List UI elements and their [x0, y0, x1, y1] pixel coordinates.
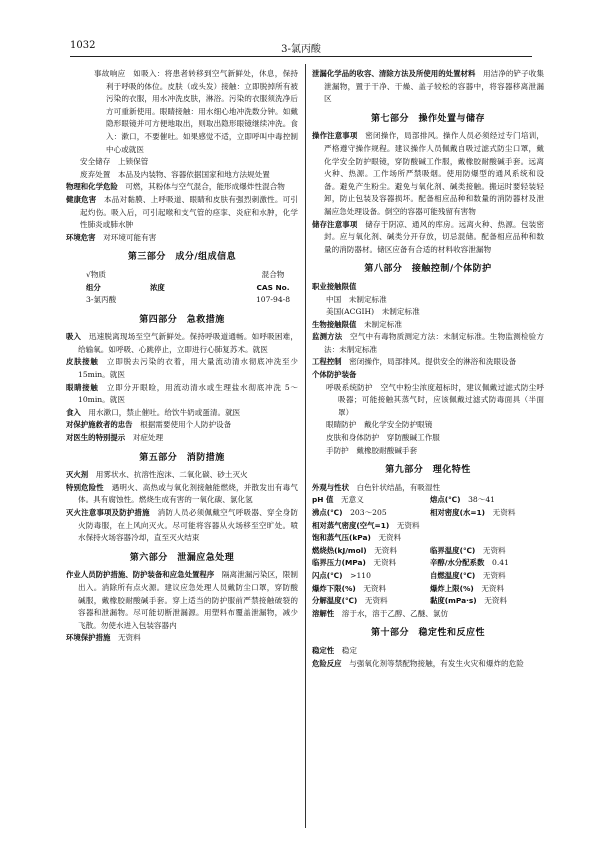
monitoring-method: 监测方法 空气中有毒物质测定方法：未制定标准。生物监测检验方法：未制定标准 [312, 332, 544, 354]
section-3-title: 第三部分 成分/组成信息 [127, 252, 237, 263]
hazardous-reactions: 危险反应 与强氧化剂等禁配物接触，有发生火灾和爆炸的危险 [312, 658, 524, 668]
stability: 稳定性 稳定 [312, 645, 357, 655]
property-row: 燃烧热(kJ/mol) 无资料 临界温度(℃) 无资料 [312, 545, 506, 555]
first-aid-inhalation: 吸入 迅速脱离现场至空气新鲜处。保持呼吸道通畅。如呼吸困难，给输氧。如呼吸、心跳停止，立即进行心肺复苏术。就医 [66, 332, 299, 354]
composition-row: 3-氯丙酸 107-94-8 [86, 295, 291, 305]
section-8-title: 第八部分 接触控制/个体防护 [364, 264, 492, 275]
ppe-respiratory: 呼吸系统防护 空气中粉尘浓度超标时，建议佩戴过滤式防尘呼吸器；可能接触其蒸气时，应该佩戴过滤式防毒面具（半面罩） [326, 382, 545, 417]
spill-personal-measures: 作业人员防护措施、防护装备和应急处置程序 隔离泄漏污染区，限制出入。消除所有点火源。建议应急处理人员戴防尘口罩，穿防酸碱服，戴橡胶耐酸碱手套。穿上适当的防护服前严禁接触破裂的容器和泄漏物。尽可能切断泄漏源。用塑料布覆盖泄漏物，减少飞散。勿使水进入包装容器内 [66, 570, 299, 630]
bio-limit: 生物接触限值 未制定标准 [312, 319, 402, 329]
page-number: 1032 [70, 40, 96, 51]
property-row: 相对蒸气密度(空气=1) 无资料 [312, 520, 420, 530]
fire-precautions: 灭火注意事项及防护措施 消防人员必须佩戴空气呼吸器、穿全身防火防毒服，在上风向灭火。尽可能将容器从火场移至空旷处。喷水保持火场容器冷却，直至灭火结束 [66, 508, 299, 543]
property-row: 临界压力(MPa) 无资料 辛醇/水分配系数 0.41 [312, 558, 509, 568]
oel-label: 职业接触限值 [312, 281, 357, 291]
section-4-title: 第四部分 急救措施 [139, 314, 225, 325]
solubility: 溶解性 溶于水，溶于乙醇、乙醚、氯仿 [312, 608, 449, 618]
composition-header: 组分 浓度 CAS No. [86, 282, 290, 292]
property-row: 闪点(℃) >110 自燃温度(℃) 无资料 [312, 570, 506, 580]
first-aid-ingestion: 食入 用水漱口，禁止催吐。给饮牛奶或蛋清。就医 [66, 407, 241, 417]
disposal-line: 废弃处置 本品及内装物、容器依据国家和地方法规处置 [80, 169, 270, 179]
first-aid-eyes: 眼睛接触 立即分开眼睑，用流动清水或生理盐水彻底冲洗 5～10min。就医 [66, 382, 298, 405]
property-row: 饱和蒸气压(kPa) 无资料 [312, 533, 402, 543]
ppe-label: 个体防护装备 [312, 370, 357, 380]
fire-extinguisher: 灭火剂 用雾状水、抗溶性泡沫、二氧化碳、砂土灭火 [66, 470, 248, 480]
spill-environment: 环境保护措施 无资料 [66, 633, 141, 643]
section-6-title: 第六部分 泄漏应急处理 [129, 552, 235, 563]
appearance: 外观与性状 白色针状结晶，有吸湿性 [312, 482, 441, 492]
property-row: pH 值 无意义 熔点(℃) 38～41 [312, 495, 496, 505]
substance-row: √物质 混合物 [86, 269, 285, 279]
right-column [312, 68, 544, 670]
first-aid-skin: 皮肤接触 立即脱去污染的衣着，用大量流动清水彻底冲洗至少 15min。就医 [66, 357, 298, 380]
oel-china: 中国 未制定标准 [326, 294, 387, 304]
property-row: 沸点(℃) 203～205 相对密度(水=1) 无资料 [312, 508, 516, 517]
section-9-title: 第九部分 理化特性 [385, 465, 471, 476]
section-5-title: 第五部分 消防措施 [139, 452, 225, 463]
section-10-title: 第十部分 稳定性和反应性 [370, 628, 485, 639]
ppe-eyes: 眼睛防护 戴化学安全防护眼镜 [326, 420, 433, 430]
fire-special-hazard: 特别危险性 遇明火、高热或与氧化剂接触能燃烧，并散发出有毒气体。具有腐蚀性。燃烧生成有害的一氧化碳、氯化氢 [66, 482, 299, 505]
oel-us: 美国(ACGIH) 未制定标准 [326, 307, 420, 317]
spill-cleanup: 泄漏化学品的收容、清除方法及所使用的处置材料 用洁净的铲子收集泄漏物，置于干净、干燥、盖子较松的容器中，将容器移离泄漏区 [312, 69, 545, 104]
first-aid-rescuer: 对保护施救者的忠告 根据需要使用个人防护设备 [66, 420, 232, 430]
properties-table [312, 494, 544, 607]
ppe-hands: 手防护 戴橡胶耐酸碱手套 [326, 445, 418, 455]
column-divider [305, 64, 306, 828]
hazard-health: 健康危害 本品对黏膜、上呼吸道、眼睛和皮肤有强烈刺激性。可引起灼伤。吸入后，可引起喉和支气管的痉挛、炎症和水肿，化学性肺炎或肺水肿 [66, 194, 298, 230]
hazard-environment: 环境危害 对环境可能有害 [66, 232, 157, 242]
handling-precautions: 操作注意事项 密闭操作，局部排风。操作人员必须经过专门培训，严格遵守操作规程。建议操作人员佩戴自吸过滤式防尘口罩，戴化学安全防护眼镜，穿防酸碱工作服，戴橡胶耐酸碱手套。远离火种、热源。工作场所严禁吸烟。使用防爆型的通风系统和设备。避免产生粉尘。避免与氧化剂、碱类接触。搬运时要轻装轻卸，防止包装及容器损坏。配备相应品种和数量的消防器材及泄漏应急处理设备。倒空的容器可能残留有害物 [312, 131, 544, 216]
section-7-title: 第七部分 操作处置与储存 [370, 113, 485, 124]
property-row: 分解温度(℃) 无资料 黏度(mPa·s) 无资料 [312, 596, 508, 606]
property-row: 爆炸下限(%) 无资料 爆炸上限(%) 无资料 [312, 583, 505, 593]
storage-precautions: 储存注意事项 储存于阴凉、通风的库房。远离火种、热源。包装密封。应与氧化剂、碱类分开存放，切忌混储。配备相应品种和数量的消防器材。储区应备有合适的材料收容泄漏物 [312, 219, 544, 254]
response-paragraph: 事故响应 如吸入：将患者转移到空气新鲜处，休息，保持利于呼吸的体位。皮肤（或头发）接触：立即脱掉所有被污染的衣服，用水冲洗皮肤，淋浴。污染的衣服须洗净后方可重新使用。眼睛接触：用水细心地冲洗数分钟。如戴隐形眼镜并可方便地取出，则取出隐形眼镜继续冲洗。食入：漱口，不要催吐。如果感觉不适，立即呼叫中毒控制中心或就医 [94, 69, 299, 154]
hazard-physical: 物理和化学危险 可燃，其粉体与空气混合，能形成爆炸性混合物 [66, 182, 285, 192]
storage-line: 安全储存 上锁保管 [80, 157, 149, 167]
ppe-skin: 皮肤和身体防护 穿防酸碱工作服 [326, 433, 440, 443]
running-title: 3-氯丙酸 [281, 44, 321, 55]
engineering-control: 工程控制 密闭操作，局部排风。提供安全的淋浴和洗眼设备 [312, 357, 517, 367]
left-column [66, 68, 298, 645]
page-header [70, 40, 532, 57]
first-aid-doctor: 对医生的特别提示 对症处理 [66, 433, 164, 443]
